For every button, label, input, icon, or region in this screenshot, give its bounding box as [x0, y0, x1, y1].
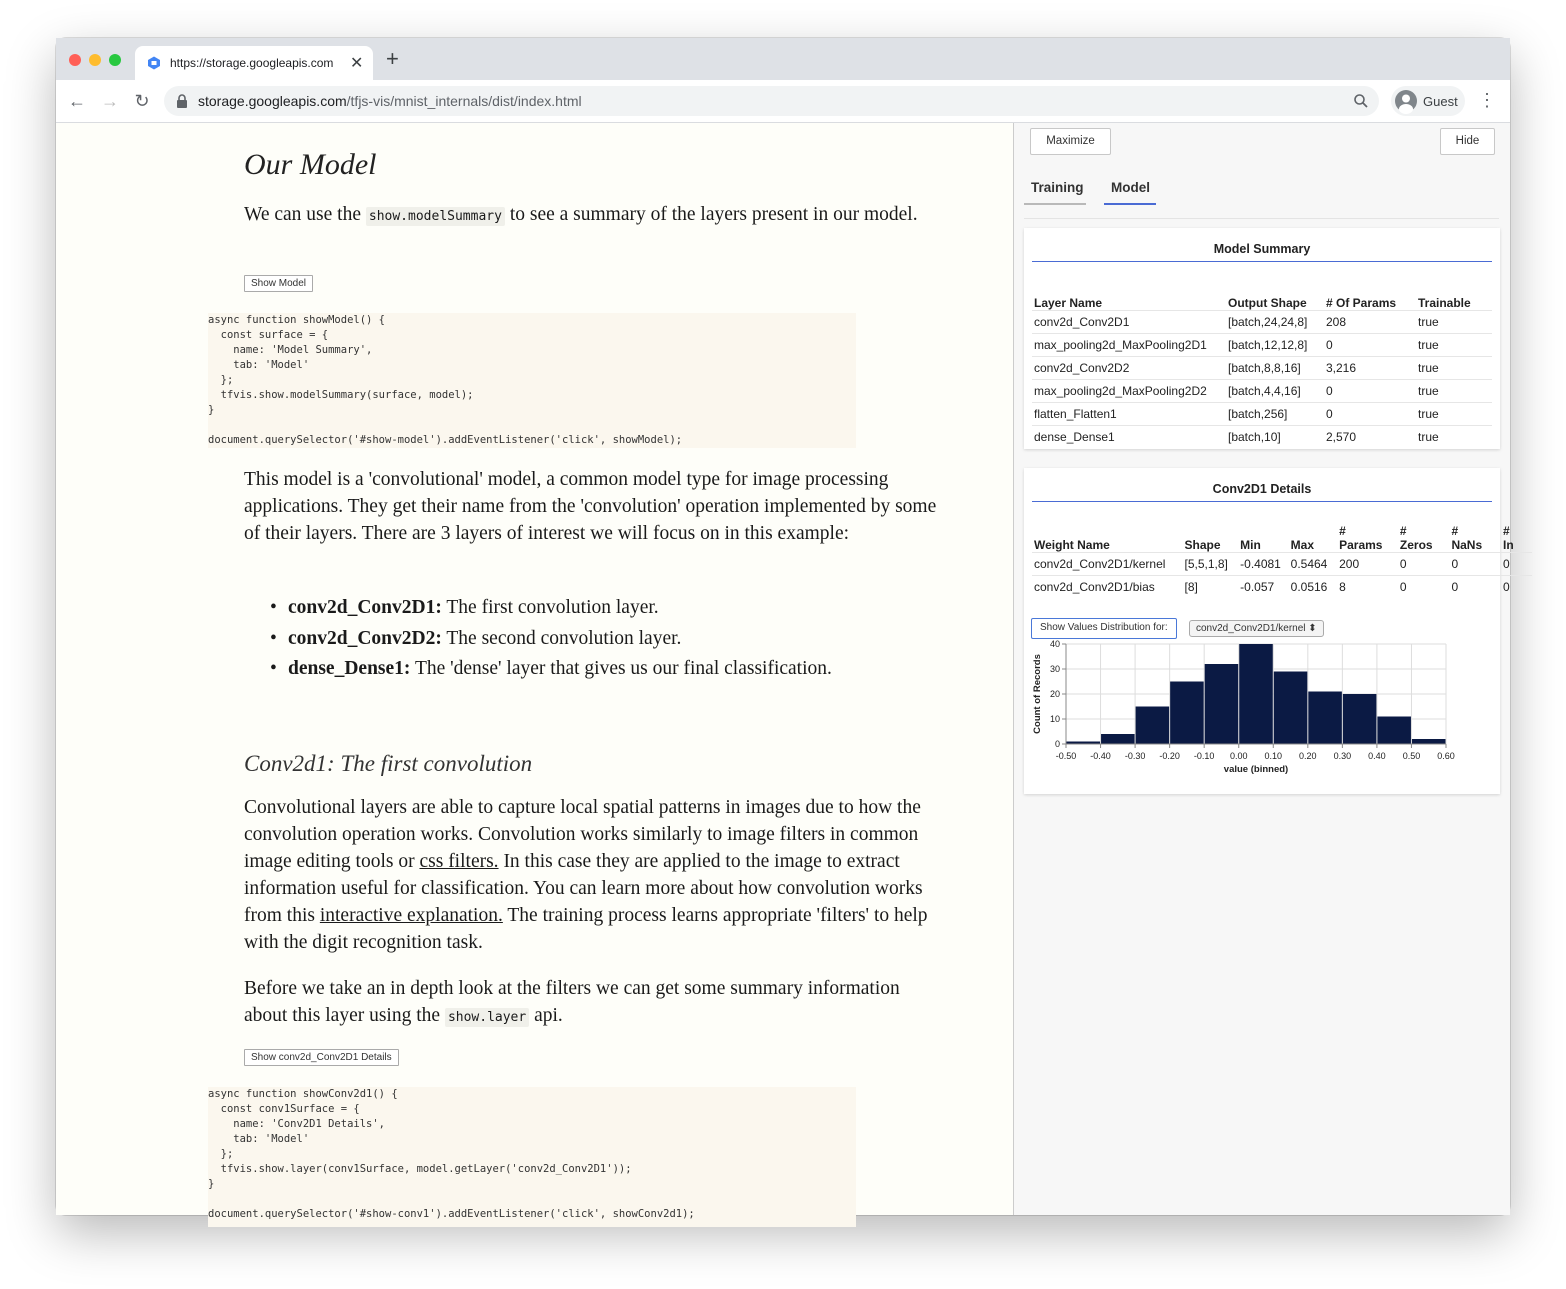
x-tick-label: 0.20: [1299, 751, 1317, 761]
code-line: const conv1Surface = {: [208, 1103, 360, 1115]
table-cell: 8: [1337, 575, 1398, 598]
model-summary-body: [1032, 310, 1492, 448]
table-cell: 0: [1324, 402, 1416, 425]
back-arrow-icon[interactable]: ←: [68, 91, 86, 111]
x-tick-label: 0.10: [1264, 751, 1283, 761]
guest-label: Guest: [1423, 94, 1458, 109]
col-header: [1183, 522, 1239, 552]
p3-text-b: In this case they are applied to the image to extract information useful for classification. You can learn more about how convolution works from this: [244, 851, 923, 926]
code-line: async function showConv2d1() {: [208, 1088, 398, 1100]
interactive-explanation-link[interactable]: interactive explanation.: [319, 905, 503, 926]
histogram-bar: [1412, 739, 1446, 744]
inline-code-modelsummary: show.modelSummary: [366, 207, 505, 226]
code-block-show-model: [208, 313, 856, 448]
col-header-bottom: NaNs: [1451, 537, 1483, 552]
x-tick-label: -0.10: [1193, 751, 1215, 761]
table-cell: conv2d_Conv2D2: [1032, 356, 1226, 379]
y-tick-label: 10: [1049, 714, 1060, 724]
browser-menu-icon[interactable]: ⋮: [1478, 90, 1496, 110]
table-cell: [8]: [1183, 575, 1239, 598]
table-cell: [5,5,1,8]: [1183, 552, 1239, 575]
show-model-button[interactable]: Show Model: [244, 275, 313, 292]
table-cell: true: [1416, 310, 1492, 333]
browser-tab[interactable]: [135, 46, 373, 80]
table-cell: 0: [1501, 552, 1532, 575]
y-tick-label: 0: [1054, 739, 1060, 749]
code-line: document.querySelector('#show-model').addEventListener('click', showModel);: [208, 434, 683, 446]
table-cell: 2,570: [1324, 425, 1416, 448]
article: [56, 123, 1014, 1220]
table-cell: max_pooling2d_MaxPooling2D2: [1032, 379, 1226, 402]
fullscreen-window-button[interactable]: [109, 54, 121, 66]
bullet-icon: •: [270, 658, 277, 679]
code-block-show-conv2d1: [208, 1087, 856, 1227]
layer-list: [270, 593, 832, 685]
table-cell: true: [1416, 333, 1492, 356]
table-cell: 0: [1398, 552, 1450, 575]
table-cell: [batch,256]: [1226, 402, 1324, 425]
x-tick-label: -0.30: [1124, 751, 1146, 761]
table-cell: true: [1416, 379, 1492, 402]
x-axis-label: value (binned): [1223, 764, 1289, 775]
table-cell: -0.057: [1238, 575, 1289, 598]
table-row: [1032, 552, 1532, 575]
histogram-bar: [1308, 692, 1342, 745]
conv2d1-details-surface: [1024, 468, 1514, 794]
code-line: [208, 1192, 856, 1207]
model-summary-title: Model Summary: [1213, 242, 1311, 256]
model-summary-header-row: [1032, 280, 1492, 310]
histogram-bar: [1101, 734, 1135, 744]
table-row: [1032, 379, 1492, 402]
p1-text-a: We can use the: [244, 204, 366, 225]
table-cell: 0.0516: [1289, 575, 1337, 598]
browser-window: [56, 38, 1514, 1220]
bullet-icon: •: [270, 597, 277, 618]
lock-icon: [176, 94, 188, 108]
code-line: name: 'Model Summary',: [208, 344, 373, 356]
paragraph-convolution-explained: [244, 794, 939, 956]
hide-button[interactable]: Hide: [1440, 128, 1495, 155]
code-line: }: [208, 404, 215, 416]
layer-description: The second convolution layer.: [441, 627, 682, 649]
table-cell: 0.5464: [1289, 552, 1337, 575]
p3-text-c: The training process learns appropriate 'filters' to help with the digit recognition task.: [244, 905, 928, 953]
forward-arrow-icon[interactable]: →: [101, 91, 119, 111]
col-header-trainable: Trainable: [1418, 295, 1471, 310]
table-row: [1032, 310, 1492, 333]
layer-name: dense_Dense1:: [288, 658, 411, 679]
code-line: tab: 'Model': [208, 1133, 310, 1145]
heading-our-model: Our Model: [244, 148, 377, 181]
col-header-output-shape: Output Shape: [1228, 295, 1307, 310]
layer-description: The 'dense' layer that gives us our final classification.: [410, 658, 832, 679]
table-cell: conv2d_Conv2D1/bias: [1032, 575, 1183, 598]
code-line: async function showModel() {: [208, 314, 386, 326]
weight-select-value: conv2d_Conv2D1/kernel: [1196, 623, 1306, 634]
show-conv2d1-details-button[interactable]: Show conv2d_Conv2D1 Details: [244, 1049, 399, 1066]
col-header-bottom: Max: [1290, 537, 1314, 552]
table-cell: 0: [1449, 575, 1501, 598]
table-cell: [batch,4,4,16]: [1226, 379, 1324, 402]
table-cell: 200: [1337, 552, 1398, 575]
url-text: [198, 93, 582, 109]
table-cell: conv2d_Conv2D1: [1032, 310, 1226, 333]
model-summary-title-rule: [1032, 261, 1492, 262]
layer-name: conv2d_Conv2D2:: [288, 627, 442, 649]
guest-avatar-icon: [1395, 90, 1417, 112]
paragraph-model-summary: [244, 201, 939, 230]
tab-bar-rule: [1024, 218, 1499, 219]
col-header-params: # Of Params: [1326, 295, 1397, 310]
p1-text-b: to see a summary of the layers present in our model.: [504, 204, 918, 225]
zoom-icon[interactable]: [1353, 93, 1369, 109]
tab-model[interactable]: Model: [1111, 180, 1150, 195]
code-line: document.querySelector('#show-conv1').addEventListener('click', showConv2d1);: [208, 1208, 695, 1220]
close-tab-icon[interactable]: ✕: [350, 55, 364, 72]
x-tick-label: 0.40: [1368, 751, 1386, 761]
page-content: [56, 123, 1514, 1220]
table-cell: [batch,8,8,16]: [1226, 356, 1324, 379]
profile-button[interactable]: [1391, 86, 1465, 116]
table-row: [1032, 425, 1492, 448]
code-line: }: [208, 1178, 215, 1190]
weight-select-dropdown[interactable]: [1189, 620, 1324, 637]
table-cell: 3,216: [1324, 356, 1416, 379]
table-cell: [batch,24,24,8]: [1226, 310, 1324, 333]
col-header-bottom: Min: [1240, 537, 1261, 552]
table-cell: true: [1416, 425, 1492, 448]
table-cell: 0: [1398, 575, 1450, 598]
table-cell: conv2d_Conv2D1/kernel: [1032, 552, 1183, 575]
table-cell: 0: [1324, 333, 1416, 356]
table-cell: -0.4081: [1238, 552, 1289, 575]
browser-toolbar: [56, 80, 1510, 123]
x-tick-label: -0.40: [1090, 751, 1111, 761]
col-header-top: #: [1339, 523, 1346, 538]
table-row: [1032, 575, 1532, 598]
google-cloud-icon: [147, 56, 161, 70]
conv2d1-weights-table: [1032, 522, 1532, 598]
p4-text-a: Before we take an in depth look at the filters we can get some summary information about this layer using the: [244, 978, 900, 1026]
y-tick-label: 20: [1049, 689, 1060, 699]
histogram-bar: [1274, 672, 1308, 745]
code-line: const surface = {: [208, 329, 329, 341]
col-header: [1337, 522, 1398, 552]
url-path: /tfjs-vis/mnist_internals/dist/index.html: [346, 93, 582, 109]
table-row: [1032, 333, 1492, 356]
paragraph-show-layer: [244, 975, 939, 1031]
p3-text-a: Convolutional layers are able to capture local spatial patterns in images due to how the convolution operation works. Convolution works similarly to image filters in common image editing tools or: [244, 797, 921, 872]
table-cell: 0: [1324, 379, 1416, 402]
col-header: [1032, 522, 1183, 552]
table-cell: 208: [1324, 310, 1416, 333]
code-line: };: [208, 374, 234, 386]
tab-training-underline: [1024, 203, 1086, 205]
url-host: storage.googleapis.com: [198, 93, 347, 109]
table-cell: true: [1416, 356, 1492, 379]
col-header-bottom: Zeros: [1399, 537, 1433, 552]
maximize-button[interactable]: Maximize: [1030, 128, 1111, 155]
col-header: [1238, 522, 1289, 552]
x-tick-label: -0.50: [1055, 751, 1077, 761]
table-row: [1032, 402, 1492, 425]
model-summary-surface: [1024, 228, 1500, 449]
table-cell: dense_Dense1: [1032, 425, 1226, 448]
y-tick-label: 40: [1049, 639, 1060, 649]
col-header: [1398, 522, 1450, 552]
col-header-bottom: Weight Name: [1034, 537, 1110, 552]
histogram-bar: [1136, 707, 1170, 745]
col-header: [1289, 522, 1337, 552]
list-item: [270, 593, 832, 624]
list-item: [270, 624, 832, 655]
col-header-top: #: [1502, 523, 1510, 538]
col-header-top: #: [1399, 523, 1407, 538]
list-item: [270, 654, 832, 685]
model-summary-table: [1032, 280, 1492, 448]
table-cell: 0: [1501, 575, 1532, 598]
code-line: name: 'Conv2D1 Details',: [208, 1118, 386, 1130]
code-line: };: [208, 1148, 234, 1160]
table-cell: [batch,12,12,8]: [1226, 333, 1324, 356]
bullet-icon: •: [270, 627, 277, 649]
x-tick-label: 0.00: [1229, 751, 1248, 761]
code-line: [208, 418, 856, 433]
conv2d1-details-title-rule: [1032, 501, 1492, 502]
conv2d1-details-title: Conv2D1 Details: [1212, 482, 1312, 496]
tab-strip: [56, 38, 1510, 80]
show-values-distribution-button[interactable]: Show Values Distribution for:: [1031, 618, 1177, 639]
x-tick-label: 0.30: [1333, 751, 1352, 761]
code-line: tfvis.show.modelSummary(surface, model);: [208, 389, 474, 401]
col-header: [1501, 522, 1532, 552]
x-tick-label: -0.20: [1159, 751, 1180, 761]
x-tick-label: 0.50: [1402, 751, 1421, 761]
col-header-bottom: Shape: [1184, 537, 1221, 552]
css-filters-link[interactable]: css filters.: [419, 851, 499, 872]
tfvis-visor: [1014, 123, 1514, 1215]
inline-code-showlayer: show.layer: [445, 1008, 529, 1027]
table-cell: flatten_Flatten1: [1032, 402, 1226, 425]
col-header-layer-name: Layer Name: [1034, 295, 1103, 310]
tab-model-underline: [1104, 203, 1156, 205]
select-arrows-icon: ⬍: [1308, 623, 1317, 634]
col-header-top: #: [1451, 523, 1459, 538]
col-header-bottom: In: [1502, 537, 1514, 552]
code-line: tab: 'Model': [208, 359, 310, 371]
minimize-window-button[interactable]: [89, 54, 101, 66]
table-cell: 0: [1449, 552, 1501, 575]
histogram-bar: [1170, 682, 1204, 745]
tab-title: https://storage.googleapis.com: [170, 56, 334, 70]
layer-name: conv2d_Conv2D1:: [288, 597, 442, 618]
heading-conv2d1: Conv2d1: The first convolution: [244, 751, 533, 776]
x-tick-label: 0.60: [1437, 751, 1455, 761]
col-header: [1449, 522, 1501, 552]
histogram-bar: [1377, 717, 1411, 745]
address-bar[interactable]: [164, 86, 1379, 116]
tab-training[interactable]: Training: [1031, 180, 1084, 195]
col-header-bottom: Params: [1339, 537, 1383, 552]
layer-description: The first convolution layer.: [441, 597, 659, 618]
close-window-button[interactable]: [69, 54, 81, 66]
table-cell: [batch,10]: [1226, 425, 1324, 448]
reload-icon[interactable]: ↻: [134, 91, 150, 111]
p4-text-b: api.: [529, 1005, 563, 1026]
new-tab-button[interactable]: +: [386, 46, 399, 71]
y-axis-label: Count of Records: [1032, 654, 1043, 734]
histogram-bar: [1205, 664, 1239, 744]
histogram-bar: [1343, 694, 1377, 744]
conv2d1-weights-body: [1032, 552, 1532, 598]
table-cell: max_pooling2d_MaxPooling2D1: [1032, 333, 1226, 356]
y-tick-label: 30: [1049, 664, 1060, 674]
conv2d1-header-row: [1032, 522, 1532, 552]
values-distribution-histogram: [1024, 640, 1500, 790]
paragraph-convolutional: This model is a 'convolutional' model, a common model type for image processing applications. They get their name from the 'convolution' operation implemented by some of their layers. There are 3 layers of interest we will focus on in this example:: [244, 469, 937, 544]
table-row: [1032, 356, 1492, 379]
table-cell: true: [1416, 402, 1492, 425]
code-line: tfvis.show.layer(conv1Surface, model.getLayer('conv2d_Conv2D1'));: [208, 1163, 632, 1175]
histogram-bar: [1239, 644, 1273, 744]
